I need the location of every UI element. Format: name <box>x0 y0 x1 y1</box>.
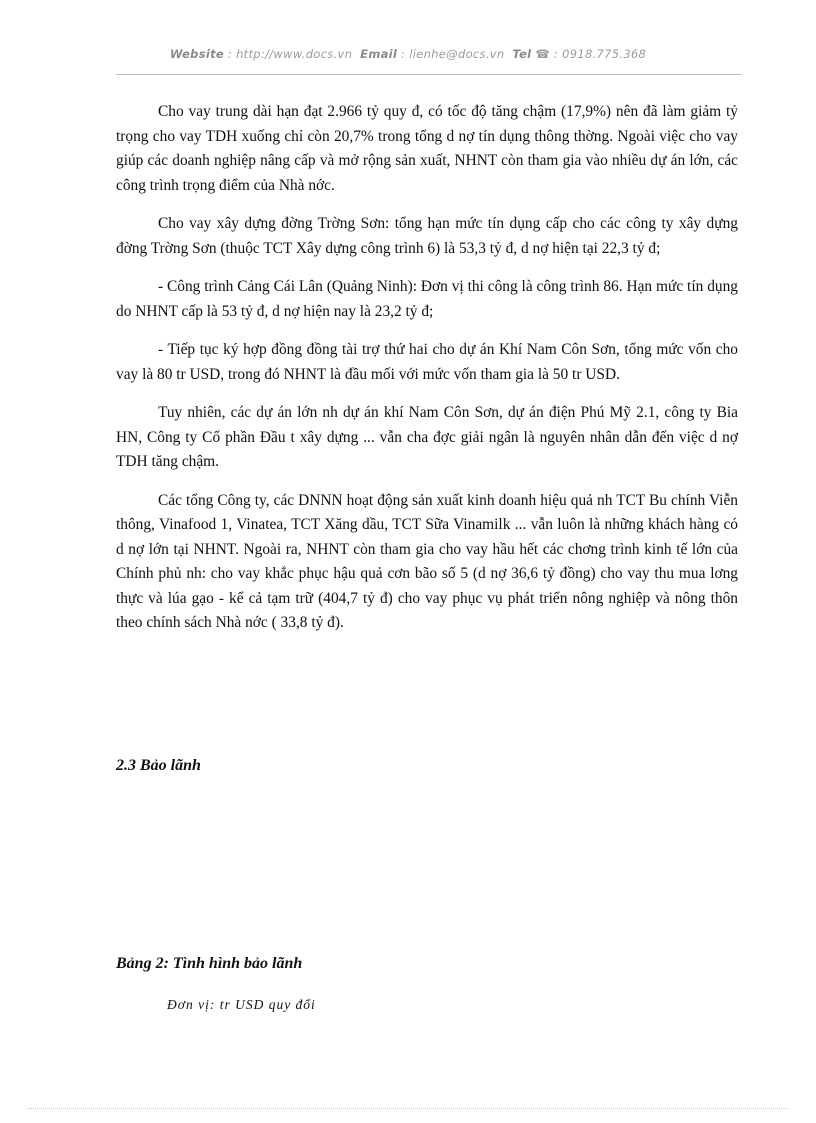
tel-label: Tel <box>512 47 532 61</box>
paragraph: - Tiếp tục ký hợp đồng đồng tài trợ thứ hai cho dự án Khí Nam Côn Sơn, tổng mức vốn cho vay là 80 tr USD, trong đó NHNT là đầu mối với mức vốn tham gia là 50 tr USD. <box>116 341 738 383</box>
paragraph: Tuy nhiên, các dự án lớn nh dự án khí Nam Côn Sơn, dự án điện Phú Mỹ 2.1, công ty Bia HN, Công ty Cổ phần Đầu t xây dựng ... vẫn cha đợc giải ngân là nguyên nhân dẫn đến việc d nợ TDH tăng chậm. <box>116 404 738 470</box>
email-label: Email <box>360 47 398 61</box>
paragraph: Cho vay trung dài hạn đạt 2.966 tỷ quy đ, có tốc độ tăng chậm (17,9%) nên đã làm giảm tỷ trọng cho vay TDH xuống chỉ còn 20,7% trong tổng d nợ tín dụng thông thờng. Ngoài việc cho vay giúp các doanh nghiệp nâng cấp và mở rộng sản xuất, NHNT còn tham gia vào nhiều dự án lớn, các công trình trọng điểm của Nhà nớc. <box>116 103 738 194</box>
paragraph: Các tổng Công ty, các DNNN hoạt động sản xuất kinh doanh hiệu quả nh TCT Bu chính Viễn thông, Vinafood 1, Vinatea, TCT Xăng dầu, TCT Sữa Vinamilk ... vẫn luôn là những khách hàng có d nợ lớn tại NHNT. Ngoài ra, NHNT còn tham gia cho vay hầu hết các chơng trình kinh tế lớn của Chính phủ nh: cho vay khắc phục hậu quả cơn bão số 5 (d nợ 36,6 tỷ đồng) cho vay thu mua lơng thực và lúa gạo - kể cả tạm trữ (404,7 tỷ đ) cho vay phục vụ phát triển nông nghiệp và nông thôn theo chính sách Nhà nớc ( 33,8 tỷ đ). <box>116 491 738 631</box>
table-caption: Bảng 2: Tình hình bảo lãnh <box>116 955 303 972</box>
section-heading: 2.3 Bảo lãnh <box>116 757 201 774</box>
unit-note: Đơn vị: tr USD quy đổi <box>167 997 316 1012</box>
page-header <box>0 47 816 61</box>
email-value[interactable]: : lienhe@docs.vn <box>401 47 505 61</box>
website-label: Website <box>169 47 224 61</box>
paragraph: Cho vay xây dựng đờng Trờng Sơn: tổng hạn mức tín dụng cấp cho các công ty xây dựng đờng Trờng Sơn (thuộc TCT Xây dựng công trình 6) là 53,3 tỷ đ, d nợ hiện tại 22,3 tỷ đ; <box>116 215 738 257</box>
website-value[interactable]: : http://www.docs.vn <box>227 47 353 61</box>
body-text <box>116 100 738 650</box>
paragraph: - Công trình Cảng Cái Lân (Quảng Ninh): Đơn vị thi công là công trình 86. Hạn mức tín dụng do NHNT cấp là 53 tỷ đ, d nợ hiện nay là 23,2 tỷ đ; <box>116 278 738 320</box>
header-divider <box>116 74 741 75</box>
tel-value: ☎ : 0918.775.368 <box>535 47 647 61</box>
footer-divider <box>28 1108 788 1109</box>
